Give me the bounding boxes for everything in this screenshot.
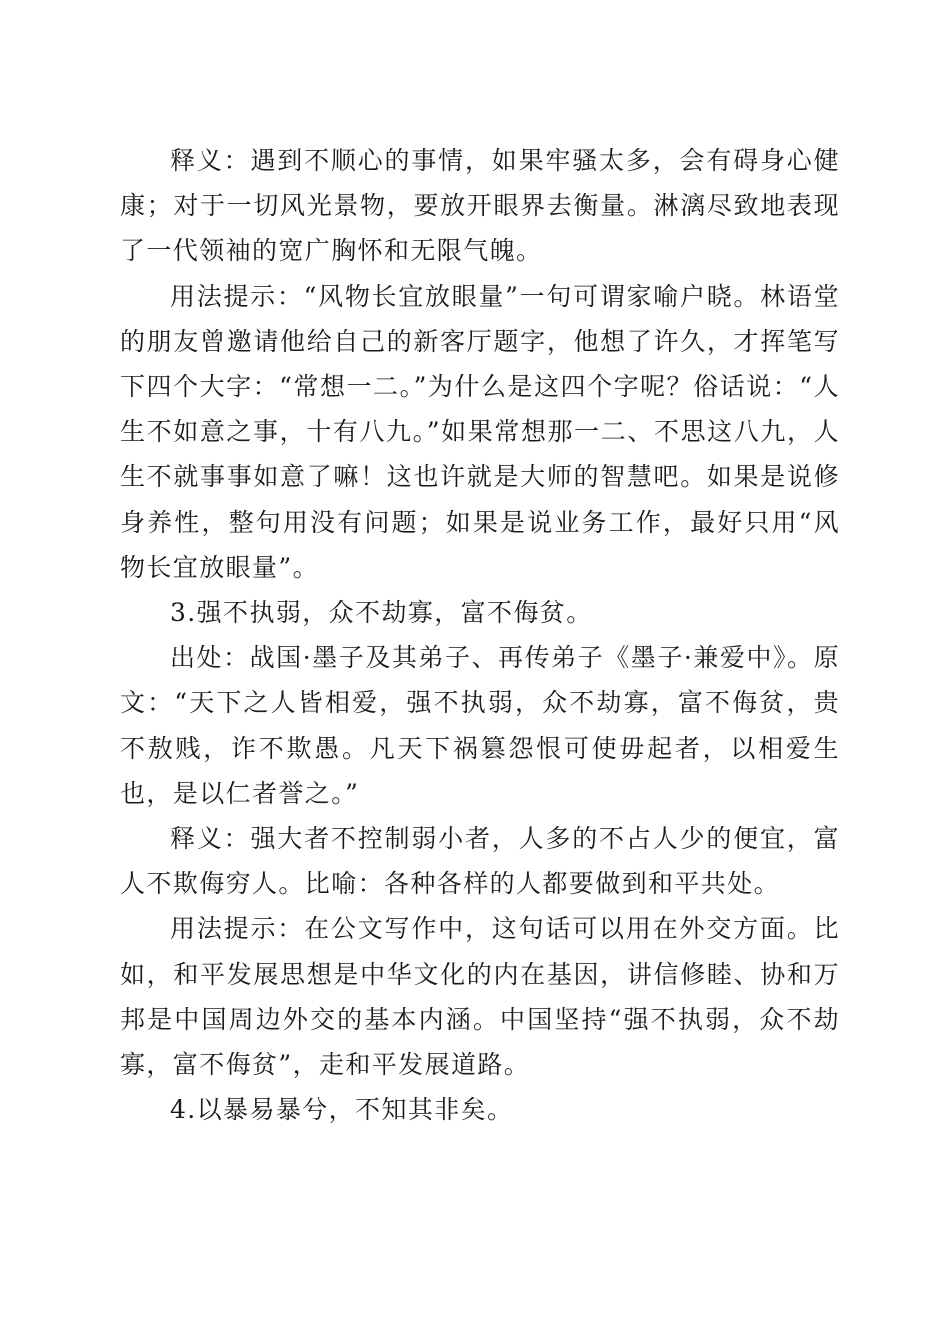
paragraph-source-3: 出处：战国·墨子及其弟子、再传弟子《墨子·兼爱中》。原文：“天下之人皆相爱，强不执弱，众不劫寡，富不侮贫，贵不敖贱，诈不欺愚。凡天下祸篡怨恨可使毋起者，以相爱生也，是以仁者誉之。” (120, 643, 840, 808)
paragraph-explanation-3: 释义：强大者不控制弱小者，人多的不占人少的便宜，富人不欺侮穷人。比喻：各种各样的人都要做到和平共处。 (120, 824, 840, 899)
paragraph-usage-tip-3: 用法提示：在公文写作中，这句话可以用在外交方面。比如，和平发展思想是中华文化的内在基因，讲信修睦、协和万邦是中国周边外交的基本内涵。中国坚持“强不执弱，众不劫寡，富不侮贫”，走和平发展道路。 (120, 914, 840, 1080)
paragraph-explanation-1: 释义：遇到不顺心的事情，如果牢骚太多，会有碍身心健康；对于一切风光景物，要放开眼界去衡量。淋漓尽致地表现了一代领袖的宽广胸怀和无限气魄。 (120, 146, 840, 266)
paragraph-usage-tip-1: 用法提示：“风物长宜放眼量”一句可谓家喻户晓。林语堂的朋友曾邀请他给自己的新客厅题字，他想了许久，才挥笔写下四个大字：“常想一二。”为什么是这四个字呢？俗话说：“人生不如意之事，十有八九。”如果常想那一二、不思这八九，人生不就事事如意了嘛！这也许就是大师的智慧吧。如果是说修身养性，整句用没有问题；如果是说业务工作，最好只用“风物长宜放眼量”。 (120, 281, 840, 582)
section-heading-3: 3.强不执弱，众不劫寡，富不侮贫。 (170, 598, 593, 628)
document-body (120, 138, 840, 1132)
section-heading-4: 4.以暴易暴兮，不知其非矣。 (170, 1095, 514, 1125)
